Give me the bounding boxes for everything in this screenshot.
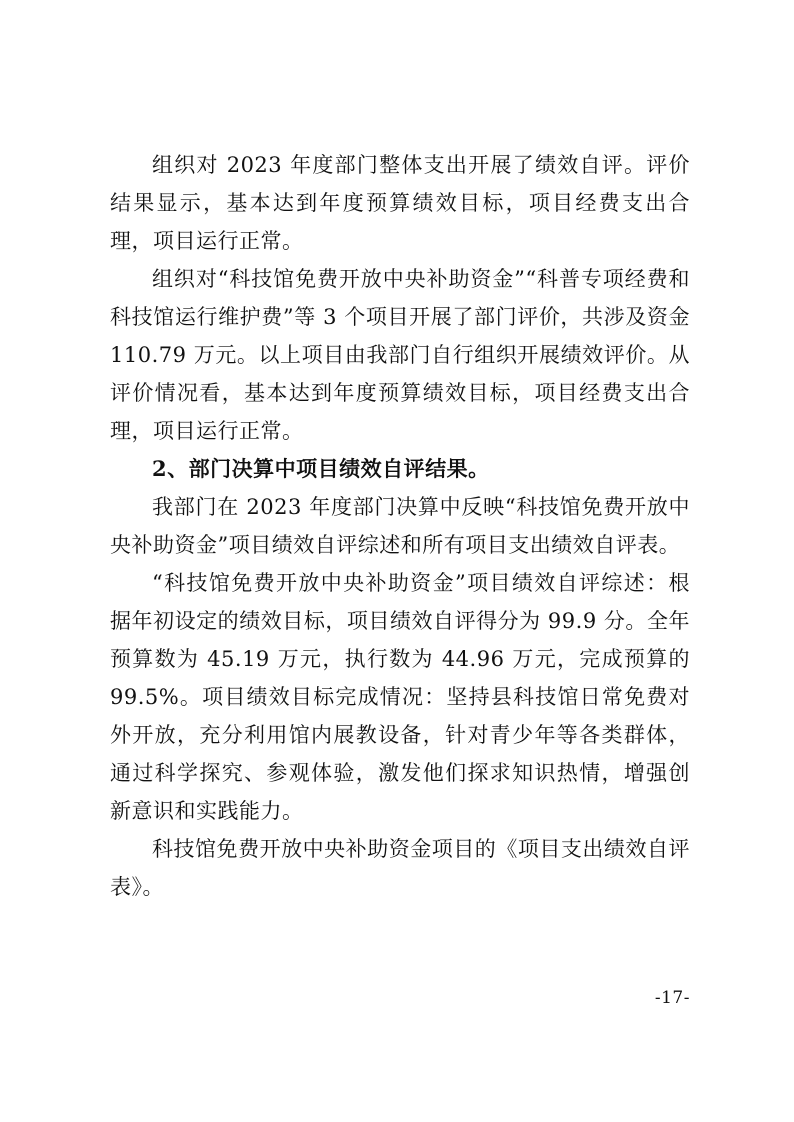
document-body <box>110 146 690 906</box>
paragraph-overall-self-evaluation: 组织对 2023 年度部门整体支出开展了绩效自评。评价结果显示，基本达到年度预算绩效目标，项目经费支出合理，项目运行正常。 <box>110 153 690 253</box>
paragraph-project-summary: “科技馆免费开放中央补助资金”项目绩效自评综述：根据年初设定的绩效目标，项目绩效自评得分为 99.9 分。全年预算数为 45.19 万元，执行数为 44.96 万元，完成预算的 99.5%。项目绩效目标完成情况：坚持县科技馆日常免费对外开放，充分利用馆内展教设备，针对青少年等各类群体，通过科学探究、参观体验，激发他们探求知识热情，增强创新意识和实践能力。 <box>110 571 690 823</box>
paragraph-attached-table-note: 科技馆免费开放中央补助资金项目的《项目支出绩效自评表》。 <box>110 837 690 899</box>
paragraph-final-accounts-reflection: 我部门在 2023 年度部门决算中反映“科技馆免费开放中央补助资金”项目绩效自评综述和所有项目支出绩效自评表。 <box>110 495 690 557</box>
page-number: -17- <box>654 988 690 1008</box>
section-heading-project-results: 2、部门决算中项目绩效自评结果。 <box>152 456 490 481</box>
paragraph-project-evaluation: 组织对“科技馆免费开放中央补助资金”“科普专项经费和科技馆运行维护费”等 3 个项目开展了部门评价，共涉及资金 110.79 万元。以上项目由我部门自行组织开展绩效评价。从评价情况看，基本达到年度预算绩效目标，项目经费支出合理，项目运行正常。 <box>110 267 690 443</box>
